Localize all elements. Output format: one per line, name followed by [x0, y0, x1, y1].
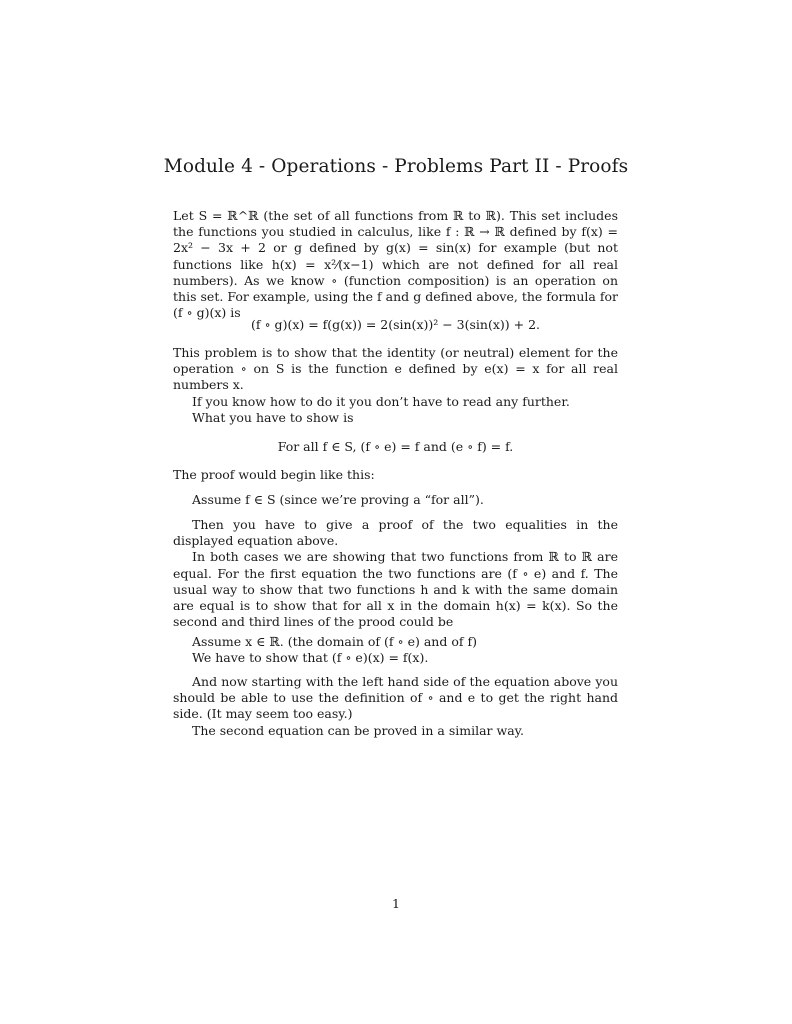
what-to-show: What you have to show is	[192, 410, 354, 425]
both-cases-paragraph: In both cases we are showing that two functions from ℝ to ℝ are equal. For the first equation the two functions are (f ∘ e) and f. The usual way to show that two functions h and k with the same domain are equal is to show that for all x in the domain h(x) = k(x). So the second and third lines of the prood could be	[173, 549, 618, 630]
then-block	[173, 517, 618, 630]
problem-block	[173, 345, 618, 410]
page-number: 1	[392, 896, 400, 911]
assume-x-block	[173, 634, 618, 666]
what-to-show-block	[173, 410, 618, 426]
second-equation-line: The second equation can be proved in a similar way.	[192, 722, 525, 738]
assume-block	[173, 492, 618, 508]
have-to-show-line: We have to show that (f ∘ e)(x) = f(x).	[192, 650, 429, 666]
and-now-paragraph: And now starting with the left hand side of the equation above you should be able to use the definition of ∘ and e to get the right hand side. (It may seem too easy.)	[173, 674, 618, 722]
skip-note: If you know how to do it you don’t have to read any further.	[192, 393, 570, 409]
proof-begin: The proof would begin like this:	[173, 467, 375, 482]
document-title: Module 4 - Operations - Problems Part II - Proofs	[163, 156, 629, 177]
problem-statement: This problem is to show that the identity (or neutral) element for the operation ∘ on S is the function e defined by e(x) = x for all real numbers x.	[173, 345, 618, 393]
then-paragraph: Then you have to give a proof of the two equalities in the displayed equation above.	[173, 517, 618, 549]
display-equation-2: For all f ∈ S, (f ∘ e) = f and (e ∘ f) = f.	[277, 439, 514, 454]
proof-begin-block	[173, 467, 618, 483]
assume-x-line: Assume x ∈ ℝ. (the domain of (f ∘ e) and of f)	[192, 634, 477, 649]
conclusion-block	[173, 674, 618, 739]
display-equation-1: (f ∘ g)(x) = f(g(x)) = 2(sin(x))² − 3(sin(x)) + 2.	[250, 317, 540, 332]
assume-line: Assume f ∈ S (since we’re proving a “for all”).	[192, 492, 484, 507]
intro-paragraph: Let S = ℝ^ℝ (the set of all functions from ℝ to ℝ). This set includes the functions you studied in calculus, like f : ℝ → ℝ defined by f(x) = 2x² − 3x + 2 or g defined by g(x) = sin(x) for example (but not functions like h(x) = x²⁄(x−1) which are not defined for all real numbers). As we know ∘ (function composition) is an operation on this set. For example, using the f and g defined above, the formula for (f ∘ g)(x) is	[173, 208, 618, 321]
intro-paragraph-block	[173, 208, 618, 321]
